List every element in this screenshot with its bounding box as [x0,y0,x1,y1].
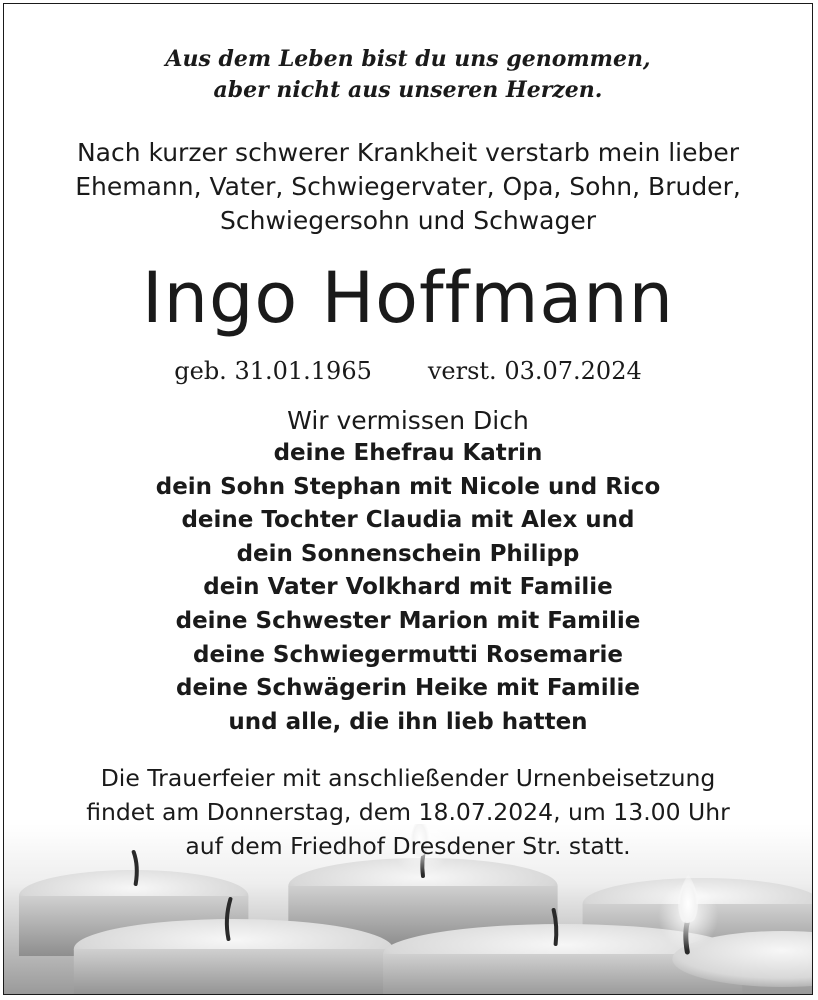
motto [4,44,812,106]
life-dates [4,354,812,388]
mourners-intro: Wir vermissen Dich [287,406,529,435]
mourner-line: deine Tochter Claudia mit Alex und [181,507,635,534]
announcement-line: Ehemann, Vater, Schwiegervater, Opa, Sohn, Bruder, [75,172,741,201]
deceased-name: Ingo Hoffmann [141,257,675,339]
funeral-line: Die Trauerfeier mit anschließender Urnenbeisetzung [100,764,716,792]
funeral-line: findet am Donnerstag, dem 18.07.2024, um 13.00 Uhr [86,798,730,826]
mourners-list [4,437,812,739]
motto-line: Aus dem Leben bist du uns genommen, [165,46,651,72]
mourner-line: dein Sonnenschein Philipp [236,540,580,567]
mourner-line: deine Schwägerin Heike mit Familie [176,675,640,702]
mourner-line: dein Sohn Stephan mit Nicole und Rico [155,473,661,500]
funeral-details [4,761,812,863]
funeral-line: auf dem Friedhof Dresdener Str. statt. [185,832,631,860]
birth-date: geb. 31.01.1965 [174,357,372,385]
mourner-line: deine Schwiegermutti Rosemarie [193,641,623,668]
mourner-line: dein Vater Volkhard mit Familie [203,574,613,601]
obituary-notice [3,3,813,995]
death-announcement [4,136,812,238]
mourner-line: deine Schwester Marion mit Familie [175,607,641,634]
motto-line: aber nicht aus unseren Herzen. [213,77,603,103]
announcement-line: Schwiegersohn und Schwager [220,206,596,235]
mourner-line: deine Ehefrau Katrin [273,440,543,466]
mourner-line: und alle, die ihn lieb hatten [228,708,588,735]
announcement-line: Nach kurzer schwerer Krankheit verstarb mein lieber [76,138,740,167]
death-date: verst. 03.07.2024 [427,357,642,385]
